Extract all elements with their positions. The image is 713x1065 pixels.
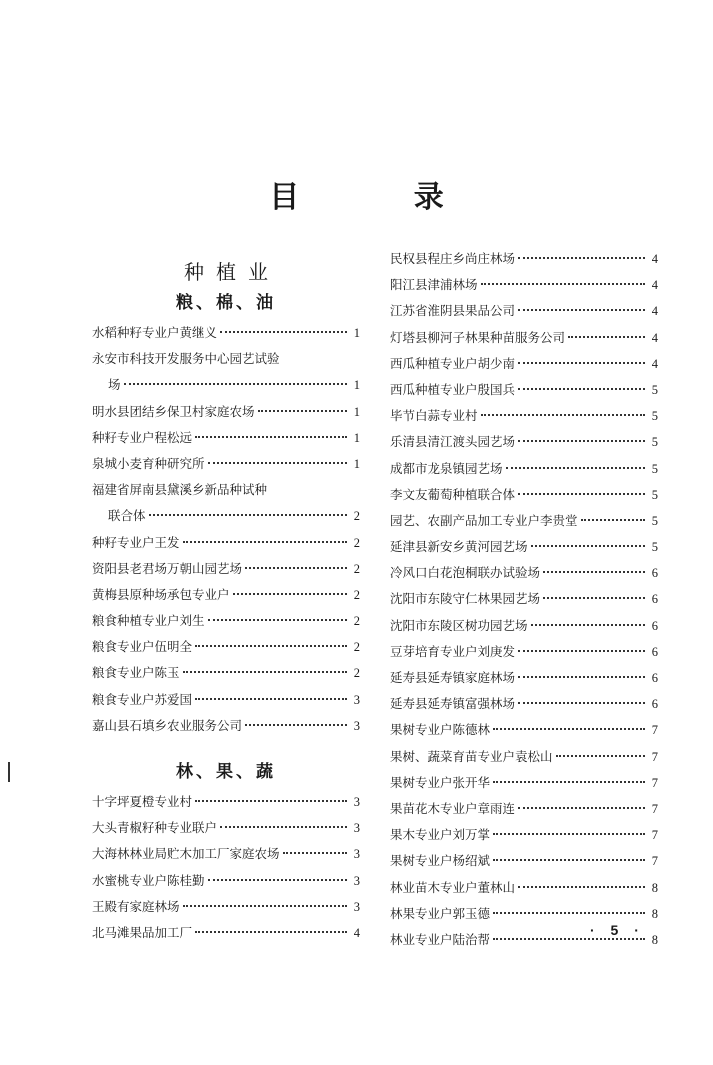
toc-entry-page: 2	[353, 614, 360, 629]
toc-entry-page: 2	[353, 587, 360, 602]
toc-entry-page: 4	[353, 925, 360, 940]
margin-mark	[8, 762, 10, 782]
dot-leader	[481, 283, 645, 285]
toc-entry	[390, 875, 658, 901]
dot-leader	[518, 257, 645, 259]
toc-entry-title: 泉城小麦育种研究所	[92, 455, 205, 471]
toc-entry	[390, 377, 658, 403]
toc-entry-page: 6	[651, 697, 658, 712]
dot-leader	[149, 514, 347, 516]
dot-leader	[124, 383, 347, 385]
dot-leader	[493, 938, 645, 940]
toc-entry-page: 4	[651, 356, 658, 371]
toc-entry	[92, 425, 360, 451]
dot-leader	[518, 807, 645, 809]
toc-entry	[390, 351, 658, 377]
dot-leader	[531, 624, 645, 626]
dot-leader	[493, 728, 645, 730]
dot-leader	[493, 833, 645, 835]
toc-entry	[390, 744, 658, 770]
toc-entry	[92, 841, 360, 867]
toc-entry-title: 沈阳市东陵守仁林果园艺场	[390, 591, 541, 607]
toc-entry-page: 6	[651, 671, 658, 685]
toc-entry-title: 果树、蔬菜育苗专业户袁松山	[390, 748, 553, 764]
dot-leader	[556, 755, 645, 757]
section-heading: 种植业	[184, 260, 280, 284]
toc-entry	[92, 713, 360, 739]
page-title: 目 录	[269, 180, 496, 215]
toc-entry	[390, 403, 658, 429]
toc-entry	[390, 429, 658, 455]
dot-leader	[568, 336, 645, 338]
toc-entry-page: 1	[353, 326, 360, 340]
toc-entry-title: 林业苗木专业户董林山	[390, 879, 516, 895]
toc-entry-page: 5	[651, 513, 658, 528]
toc-entry-title: 粮食种植专业户刘生	[92, 613, 205, 629]
dot-leader	[518, 362, 645, 364]
toc-entry-title: 果树专业户陈德林	[390, 722, 491, 738]
dot-leader	[195, 800, 347, 802]
toc-entry	[92, 582, 360, 608]
toc-entry-title: 十字坪夏橙专业村	[92, 794, 193, 809]
dot-leader	[581, 519, 645, 521]
toc-entry-title: 永安市科技开发服务中心园艺试验	[92, 351, 280, 367]
toc-entry-page: 3	[353, 899, 360, 914]
dot-leader	[518, 388, 645, 390]
toc-entry	[390, 665, 658, 691]
dot-leader	[518, 440, 645, 442]
toc-entry-title: 明水县团结乡保卫村家庭农场	[92, 403, 255, 419]
toc-entry-title: 西瓜种植专业户殷国兵	[390, 381, 516, 397]
toc-entry-title: 延津县新安乡黄河园艺场	[390, 539, 528, 555]
dot-leader	[493, 912, 645, 914]
dot-leader	[245, 567, 347, 569]
toc-entry-title: 灯塔县柳河子林果种苗服务公司	[390, 329, 566, 345]
dot-leader	[258, 410, 347, 412]
dot-leader	[518, 309, 645, 311]
toc-entry-page: 1	[353, 456, 360, 471]
toc-entry	[92, 789, 360, 815]
toc-entry-page: 5	[651, 487, 658, 502]
toc-entry-page: 5	[651, 435, 658, 450]
toc-entry	[390, 848, 658, 874]
toc-entry	[92, 530, 360, 556]
toc-entry	[92, 608, 360, 634]
toc-entry-title: 延寿县延寿镇富强林场	[390, 696, 516, 712]
toc-entry	[390, 796, 658, 822]
toc-entry	[390, 325, 658, 351]
toc-entry	[92, 687, 360, 713]
toc-list-grain	[92, 320, 360, 739]
toc-entry-page: 2	[353, 666, 360, 681]
toc-entry-title: 成都市龙泉镇园艺场	[390, 460, 503, 476]
toc-entry-title: 北马滩果品加工厂	[92, 924, 193, 940]
toc-entry-title: 大头青椒籽种专业联户	[92, 820, 218, 836]
toc-entry-title: 冷风口白花泡桐联办试验场	[390, 565, 541, 581]
sub-heading-grain: 粮、棉、油	[176, 293, 276, 313]
dot-leader	[493, 859, 645, 861]
toc-entry-page: 2	[353, 561, 360, 576]
toc-entry-page: 4	[651, 278, 658, 293]
toc-entry-page: 4	[651, 252, 658, 266]
toc-entry-page: 3	[353, 873, 360, 888]
toc-entry-page: 8	[651, 906, 658, 921]
toc-entry-title: 阳江县津浦林场	[390, 277, 478, 293]
toc-entry-page: 2	[353, 640, 360, 655]
dot-leader	[493, 781, 645, 783]
toc-entry-title: 水稻种籽专业户黄继义	[92, 325, 218, 340]
toc-entry-page: 3	[353, 718, 360, 733]
dot-leader	[531, 545, 645, 547]
toc-entry	[390, 822, 658, 848]
dot-leader	[195, 931, 347, 933]
toc-entry	[390, 272, 658, 298]
toc-entry-page: 4	[651, 330, 658, 345]
toc-entry-title: 果木专业户刘万掌	[390, 827, 491, 843]
toc-entry-page: 6	[651, 644, 658, 659]
dot-leader	[195, 698, 347, 700]
toc-entry-page: 3	[353, 795, 360, 809]
dot-leader	[233, 593, 347, 595]
page-number: · 5 ·	[590, 922, 645, 938]
toc-entry-page: 7	[651, 828, 658, 843]
dot-leader	[208, 462, 347, 464]
toc-entry	[92, 660, 360, 686]
toc-entry-title: 西瓜种植专业户胡少南	[390, 355, 516, 371]
toc-entry-page: 5	[651, 540, 658, 555]
toc-entry-title: 果树专业户张开华	[390, 774, 491, 790]
toc-entry-title: 黄梅县原种场承包专业户	[92, 586, 230, 602]
toc-entry-page: 2	[353, 535, 360, 550]
dot-leader	[506, 467, 645, 469]
toc-entry-title: 毕节白蒜专业村	[390, 408, 478, 424]
toc-entry	[390, 246, 658, 272]
toc-entry	[92, 634, 360, 660]
dot-leader	[518, 702, 645, 704]
toc-entry-title: 粮食专业户伍明全	[92, 639, 193, 655]
toc-entry-title: 嘉山县石填乡农业服务公司	[92, 717, 243, 733]
toc-entry-title: 粮食专业户苏爱国	[92, 691, 193, 707]
toc-entry-title: 资阳县老君场万朝山园艺场	[92, 560, 243, 576]
toc-entry	[92, 320, 360, 346]
toc-entry-title: 李文友葡萄种植联合体	[390, 486, 516, 502]
dot-leader	[195, 436, 347, 438]
sub-heading-forest: 林、果、蔬	[176, 762, 276, 782]
dot-leader	[518, 886, 645, 888]
toc-entry	[390, 586, 658, 612]
toc-entry	[92, 868, 360, 894]
toc-entry-page: 7	[651, 723, 658, 738]
toc-entry-title: 果苗花木专业户章雨连	[390, 800, 516, 816]
toc-entry-title: 联合体	[108, 508, 146, 524]
toc-entry	[390, 508, 658, 534]
toc-entry	[390, 613, 658, 639]
toc-entry-page: 5	[651, 382, 658, 397]
toc-entry-title: 果树专业户杨绍斌	[390, 853, 491, 869]
toc-entry	[390, 298, 658, 324]
toc-entry-title: 王殿有家庭林场	[92, 898, 180, 914]
toc-entry	[92, 894, 360, 920]
toc-entry-title: 场	[108, 377, 121, 393]
toc-entry	[390, 534, 658, 560]
toc-entry-title: 园艺、农副产品加工专业户李贵堂	[390, 512, 578, 528]
dot-leader	[283, 852, 347, 854]
toc-entry-title: 大海林林业局贮木加工厂家庭农场	[92, 846, 280, 862]
toc-entry	[92, 346, 360, 372]
toc-entry-page: 3	[353, 847, 360, 862]
dot-leader	[245, 724, 347, 726]
toc-entry-title: 乐清县清江渡头园艺场	[390, 434, 516, 450]
toc-entry-page: 3	[353, 821, 360, 836]
toc-list-right	[390, 246, 658, 953]
dot-leader	[195, 645, 347, 647]
toc-entry	[92, 477, 360, 503]
toc-entry	[390, 770, 658, 796]
toc-entry-page: 3	[353, 692, 360, 707]
toc-right-column	[390, 246, 658, 953]
dot-leader	[208, 619, 347, 621]
dot-leader	[481, 414, 645, 416]
dot-leader	[220, 331, 347, 333]
toc-entry	[92, 399, 360, 425]
dot-leader	[518, 650, 645, 652]
toc-entry-page: 7	[651, 854, 658, 869]
dot-leader	[208, 879, 347, 881]
toc-entry-title: 福建省屏南县黛溪乡新品种试种	[92, 482, 268, 498]
toc-entry	[390, 456, 658, 482]
toc-entry	[92, 503, 360, 529]
toc-entry-title: 延寿县延寿镇家庭林场	[390, 670, 516, 685]
toc-entry-title: 江苏省淮阴县果品公司	[390, 303, 516, 319]
toc-entry-page: 1	[353, 404, 360, 419]
toc-entry-page: 6	[651, 592, 658, 607]
toc-entry-page: 5	[651, 409, 658, 424]
toc-entry-page: 2	[353, 509, 360, 524]
toc-entry-page: 8	[651, 880, 658, 895]
dot-leader	[183, 541, 347, 543]
toc-entry-title: 沈阳市东陵区树功园艺场	[390, 617, 528, 633]
toc-entry	[92, 372, 360, 398]
dot-leader	[183, 671, 347, 673]
toc-entry-page: 6	[651, 618, 658, 633]
dot-leader	[518, 676, 645, 678]
toc-entry-page: 7	[651, 749, 658, 764]
toc-entry	[92, 556, 360, 582]
toc-entry-title: 种籽专业户程松远	[92, 429, 193, 445]
dot-leader	[183, 905, 347, 907]
toc-entry-page: 1	[353, 430, 360, 445]
toc-entry-title: 粮食专业户陈玉	[92, 665, 180, 681]
toc-entry-page: 8	[651, 932, 658, 947]
toc-list-forest	[92, 789, 360, 946]
toc-entry	[390, 482, 658, 508]
toc-entry-page: 7	[651, 775, 658, 790]
dot-leader	[518, 493, 645, 495]
dot-leader	[543, 597, 645, 599]
dot-leader	[220, 826, 347, 828]
toc-entry	[92, 920, 360, 946]
toc-entry-title: 水蜜桃专业户陈桂勤	[92, 872, 205, 888]
dot-leader	[543, 571, 645, 573]
toc-entry-title: 林果专业户郭玉德	[390, 905, 491, 921]
toc-entry	[390, 691, 658, 717]
toc-left-column	[92, 250, 360, 946]
toc-entry-title: 种籽专业户王发	[92, 534, 180, 550]
toc-entry	[92, 815, 360, 841]
toc-entry-title: 林业专业户陆治帮	[390, 931, 491, 947]
toc-entry	[92, 451, 360, 477]
toc-entry-title: 豆芽培育专业户刘庚发	[390, 643, 516, 659]
toc-entry-page: 5	[651, 461, 658, 476]
toc-entry-page: 1	[353, 378, 360, 393]
toc-entry	[390, 560, 658, 586]
toc-entry-page: 6	[651, 566, 658, 581]
toc-entry-page: 4	[651, 304, 658, 319]
toc-entry-page: 7	[651, 801, 658, 816]
toc-entry	[390, 717, 658, 743]
toc-entry	[390, 639, 658, 665]
toc-entry-title: 民权县程庄乡尚庄林场	[390, 251, 516, 266]
